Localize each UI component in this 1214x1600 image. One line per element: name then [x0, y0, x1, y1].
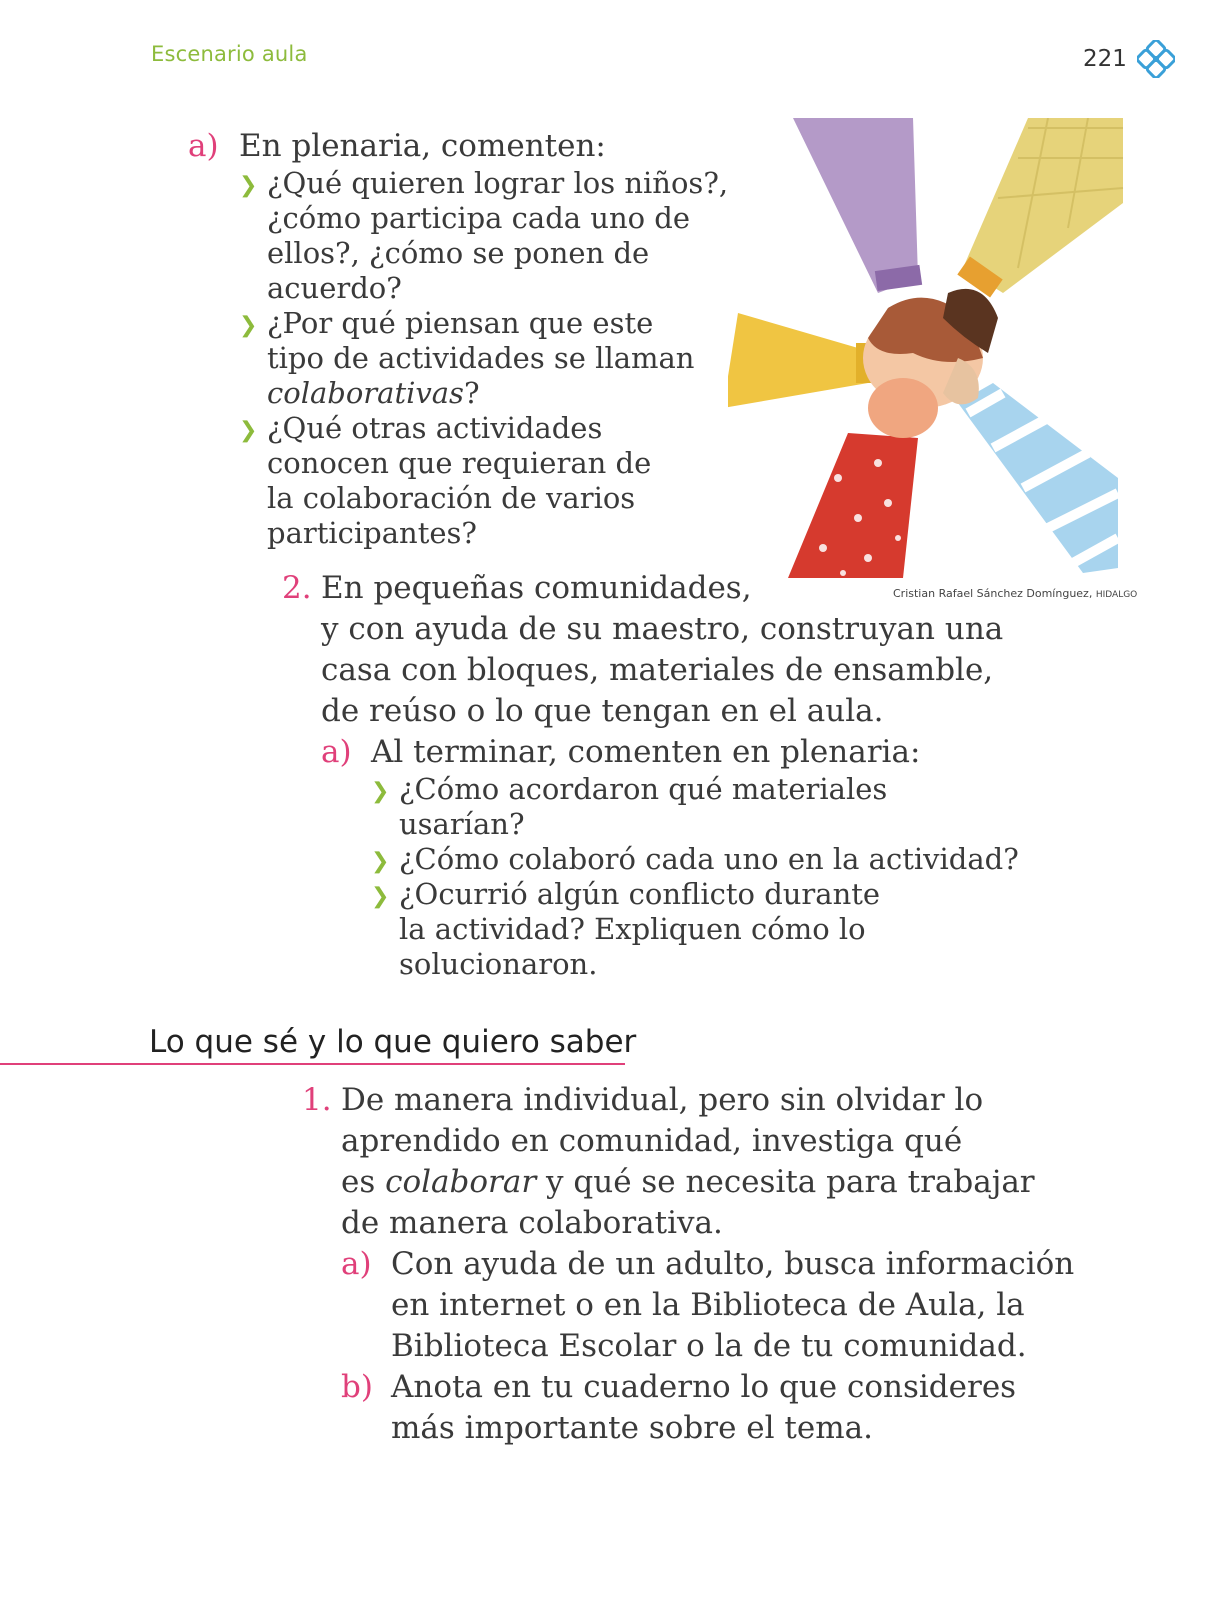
section-divider — [0, 1063, 625, 1065]
list-item — [239, 411, 651, 551]
bullet-line: ¿Cómo colaboró cada uno en la actividad? — [399, 842, 1019, 876]
item-line: aprendido en comunidad, investiga qué — [341, 1123, 963, 1159]
item-2-number: 2. — [282, 570, 312, 606]
item-line: De manera individual, pero sin olvidar lo — [341, 1082, 984, 1118]
bullet-line: ¿cómo participa cada uno de — [267, 201, 691, 235]
item-1-number: 1. — [302, 1082, 332, 1118]
item-line: Biblioteca Escolar o la de tu comunidad. — [391, 1328, 1027, 1364]
bullet-line: solucionaron. — [399, 947, 598, 981]
part-a-text: En plenaria, comenten: — [239, 128, 606, 164]
bullet-line: usarían? — [399, 807, 525, 841]
text-segment: es — [341, 1164, 386, 1200]
item-2a-text: Al terminar, comenten en plenaria: — [371, 734, 921, 770]
item-1a-label: a) — [341, 1246, 372, 1282]
item-line: y con ayuda de su maestro, construyan una — [321, 611, 1004, 647]
bullet-line: ¿Por qué piensan que este — [267, 306, 654, 340]
item-1-text — [341, 1080, 1035, 1244]
item-line: en internet o en la Biblioteca de Aula, la — [391, 1287, 1025, 1323]
list-item — [371, 772, 887, 842]
chevron-right-icon: ❯ — [239, 173, 258, 198]
credit-name: Cristian Rafael Sánchez Domínguez, — [893, 587, 1093, 600]
bullet-line: participantes? — [267, 516, 477, 550]
item-line: casa con bloques, materiales de ensamble, — [321, 652, 994, 688]
section-header: Escenario aula — [151, 42, 308, 66]
text-segment: y qué se necesita para trabajar — [536, 1164, 1035, 1200]
item-line: de reúso o lo que tengan en el aula. — [321, 693, 884, 729]
item-1a-text — [391, 1244, 1074, 1367]
bullet-line — [267, 376, 694, 411]
item-line: de manera colaborativa. — [341, 1205, 723, 1241]
list-item — [239, 166, 728, 306]
chevron-right-icon: ❯ — [371, 849, 390, 874]
item-line: En pequeñas comunidades, — [321, 570, 752, 606]
item-2a-label: a) — [321, 734, 352, 770]
item-1b-label: b) — [341, 1369, 373, 1405]
italic-term: colaborativas — [267, 376, 464, 410]
credit-place: HIDALGO — [1095, 590, 1138, 600]
punctuation: ? — [463, 376, 480, 410]
bullet-line: acuerdo? — [267, 271, 402, 305]
italic-term: colaborar — [385, 1164, 537, 1200]
list-item — [371, 842, 1019, 879]
item-line: Anota en tu cuaderno lo que consideres — [391, 1369, 1017, 1405]
bullet-line: tipo de actividades se llaman — [267, 341, 695, 375]
chevron-right-icon: ❯ — [239, 313, 258, 338]
bullet-line: conocen que requieran de — [267, 446, 652, 480]
item-line — [341, 1162, 1035, 1203]
item-line: Con ayuda de un adulto, busca información — [391, 1246, 1075, 1282]
bullet-line: la colaboración de varios — [267, 481, 636, 515]
item-2-text — [321, 568, 1003, 732]
chevron-right-icon: ❯ — [371, 884, 390, 909]
bullet-line: ¿Cómo acordaron qué materiales — [399, 772, 888, 806]
chevron-right-icon: ❯ — [371, 779, 390, 804]
list-item — [371, 877, 880, 982]
hands-illustration — [728, 118, 1131, 578]
bullet-line: ¿Qué otras actividades — [267, 411, 603, 445]
bullet-line: ¿Ocurrió algún conflicto durante — [399, 877, 881, 911]
bullet-line: ¿Qué quieren lograr los niños?, — [267, 166, 729, 200]
bullet-line: ellos?, ¿cómo se ponen de — [267, 236, 650, 270]
chevron-right-icon: ❯ — [239, 418, 258, 443]
section-title: Lo que sé y lo que quiero saber — [149, 1024, 637, 1060]
bullet-line: la actividad? Expliquen cómo lo — [399, 912, 866, 946]
item-1b-text — [391, 1367, 1016, 1449]
page-header-right — [1083, 40, 1175, 78]
flower-knot-logo-icon — [1137, 40, 1175, 78]
list-item — [239, 306, 694, 411]
item-line: más importante sobre el tema. — [391, 1410, 873, 1446]
part-a-label: a) — [188, 128, 219, 164]
page-number: 221 — [1083, 46, 1127, 72]
